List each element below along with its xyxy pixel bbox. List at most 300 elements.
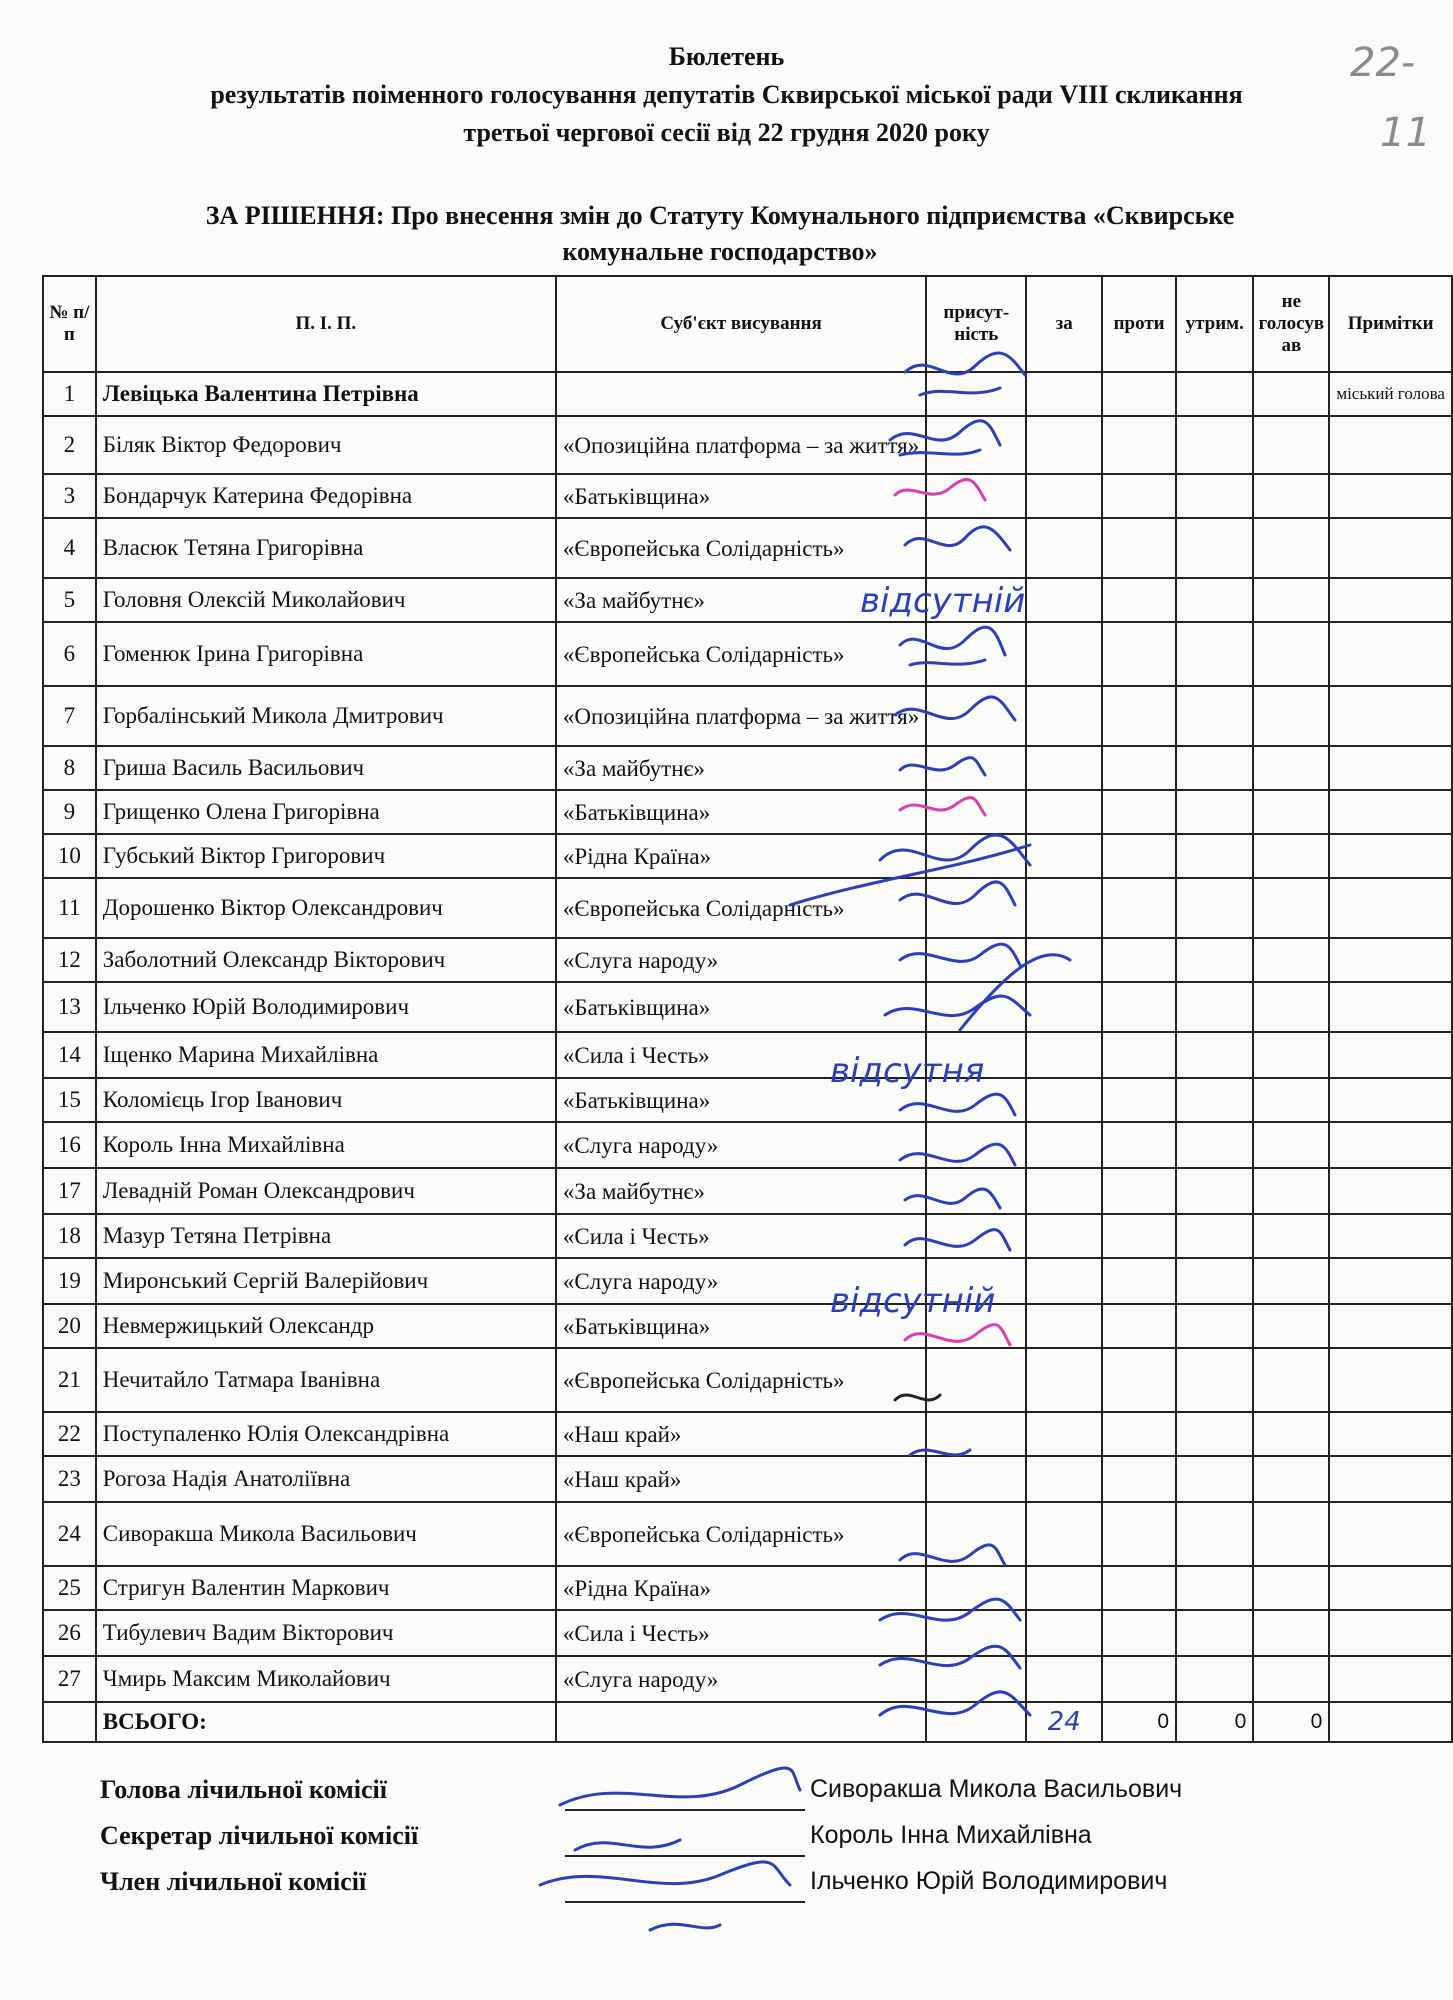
vote-for-cell [1026,578,1102,622]
row-number: 8 [43,746,96,790]
notes-cell [1329,1304,1452,1348]
vote-against-cell [1102,834,1176,878]
vote-abstain-cell [1176,686,1253,746]
vote-novote-cell [1253,1032,1329,1078]
row-number: 15 [43,1078,96,1122]
notes-cell [1329,1566,1452,1610]
vote-for-cell [1026,1078,1102,1122]
header-title: Бюлетень [668,42,785,71]
total-novote: 0 [1253,1702,1329,1742]
decision-line-2: комунальне господарство» [562,237,878,266]
table-row [43,1412,1452,1456]
table-row [43,1656,1452,1702]
nominating-party: «Рідна Країна» [556,834,926,878]
commission-head-row [100,1775,1300,1815]
document-header [0,38,1453,152]
deputy-name: Іщенко Марина Михайлівна [96,1032,556,1078]
nominating-party [556,372,926,416]
nominating-party: «Сила і Честь» [556,1610,926,1656]
row-number: 26 [43,1610,96,1656]
row-number: 1 [43,372,96,416]
vote-against-cell [1102,790,1176,834]
nominating-party: «Наш край» [556,1412,926,1456]
vote-against-cell [1102,878,1176,938]
row-number: 4 [43,518,96,578]
vote-abstain-cell [1176,1032,1253,1078]
table-row [43,878,1452,938]
signature-line [565,1809,805,1811]
table-row [43,1610,1452,1656]
present-cell [926,1456,1026,1502]
total-num-cell [43,1702,96,1742]
vote-novote-cell [1253,578,1329,622]
notes-cell: міський голова [1329,372,1452,416]
row-number: 27 [43,1656,96,1702]
nominating-party: «За майбутнє» [556,578,926,622]
deputy-name: Сиворакша Микола Васильович [96,1502,556,1566]
present-cell [926,982,1026,1032]
margin-note-bottom: 11 [1380,110,1431,156]
vote-novote-cell [1253,1304,1329,1348]
col-present-header: присут-ність [926,276,1026,372]
vote-novote-cell [1253,1078,1329,1122]
col-against-header: проти [1102,276,1176,372]
table-row [43,1566,1452,1610]
deputy-name: Коломієць Ігор Іванович [96,1078,556,1122]
commission-head-name: Сиворакша Микола Васильович [810,1775,1183,1803]
table-row [43,416,1452,474]
table-row [43,474,1452,518]
table-row [43,686,1452,746]
row-number: 10 [43,834,96,878]
vote-against-cell [1102,686,1176,746]
total-abstain: 0 [1176,1702,1253,1742]
deputy-name: Чмирь Максим Миколайович [96,1656,556,1702]
table-row [43,578,1452,622]
vote-against-cell [1102,622,1176,686]
vote-novote-cell [1253,1456,1329,1502]
table-row [43,1304,1452,1348]
notes-cell [1329,518,1452,578]
vote-for-cell [1026,1656,1102,1702]
vote-novote-cell [1253,790,1329,834]
vote-abstain-cell [1176,1122,1253,1168]
present-cell [926,1168,1026,1214]
nominating-party: «Слуга народу» [556,1258,926,1304]
nominating-party: «Рідна Країна» [556,1566,926,1610]
nominating-party: «Сила і Честь» [556,1032,926,1078]
deputy-name: Гоменюк Ірина Григорівна [96,622,556,686]
nominating-party: «Європейська Солідарність» [556,878,926,938]
table-row [43,1122,1452,1168]
vote-novote-cell [1253,1168,1329,1214]
notes-cell [1329,1502,1452,1566]
notes-cell [1329,686,1452,746]
table-row [43,1348,1452,1412]
row-number: 22 [43,1412,96,1456]
table-row [43,622,1452,686]
vote-novote-cell [1253,1566,1329,1610]
col-num-header: № п/п [43,276,96,372]
table-row [43,746,1452,790]
vote-abstain-cell [1176,416,1253,474]
vote-against-cell [1102,416,1176,474]
vote-novote-cell [1253,622,1329,686]
vote-for-cell [1026,1502,1102,1566]
present-cell [926,834,1026,878]
vote-novote-cell [1253,1656,1329,1702]
vote-against-cell [1102,746,1176,790]
table-row [43,1168,1452,1214]
vote-against-cell [1102,1656,1176,1702]
vote-for-cell [1026,938,1102,982]
vote-abstain-cell [1176,1078,1253,1122]
signature-line [565,1855,805,1857]
notes-cell [1329,1656,1452,1702]
row-number: 20 [43,1304,96,1348]
deputy-name: Невмержицький Олександр [96,1304,556,1348]
nominating-party: «Слуга народу» [556,1122,926,1168]
header-session: третьої чергової сесії від 22 грудня 2020 року [463,118,990,147]
row-number: 24 [43,1502,96,1566]
present-cell [926,1214,1026,1258]
vote-abstain-cell [1176,1258,1253,1304]
vote-against-cell [1102,1032,1176,1078]
total-notes-cell [1329,1702,1452,1742]
total-party-cell [556,1702,926,1742]
table-row [43,1214,1452,1258]
vote-abstain-cell [1176,982,1253,1032]
vote-for-cell [1026,1168,1102,1214]
present-cell [926,878,1026,938]
notes-cell [1329,1412,1452,1456]
present-cell [926,1412,1026,1456]
nominating-party: «Наш край» [556,1456,926,1502]
vote-against-cell [1102,518,1176,578]
deputy-name: Головня Олексій Миколайович [96,578,556,622]
row-number: 12 [43,938,96,982]
vote-against-cell [1102,1258,1176,1304]
nominating-party: «Батьківщина» [556,790,926,834]
vote-abstain-cell [1176,518,1253,578]
nominating-party: «За майбутнє» [556,746,926,790]
deputy-name: Ільченко Юрій Володимирович [96,982,556,1032]
vote-against-cell [1102,1412,1176,1456]
handwritten-absent-note: відсутня [830,1051,985,1091]
present-cell [926,416,1026,474]
row-number: 9 [43,790,96,834]
vote-for-cell [1026,1304,1102,1348]
vote-for-cell [1026,1348,1102,1412]
vote-novote-cell [1253,372,1329,416]
total-present-cell [926,1702,1026,1742]
deputy-name: Левадній Роман Олександрович [96,1168,556,1214]
notes-cell [1329,790,1452,834]
notes-cell [1329,1610,1452,1656]
nominating-party: «Опозиційна платформа – за життя» [556,416,926,474]
vote-for-cell [1026,834,1102,878]
vote-against-cell [1102,1304,1176,1348]
deputy-name: Заболотний Олександр Вікторович [96,938,556,982]
present-cell [926,1656,1026,1702]
present-cell [926,1258,1026,1304]
table-row [43,1032,1452,1078]
vote-novote-cell [1253,1412,1329,1456]
deputy-name: Мазур Тетяна Петрівна [96,1214,556,1258]
row-number: 5 [43,578,96,622]
deputy-name: Дорошенко Віктор Олександрович [96,878,556,938]
vote-abstain-cell [1176,746,1253,790]
nominating-party: «Європейська Солідарність» [556,1502,926,1566]
vote-for-cell [1026,1122,1102,1168]
vote-against-cell [1102,578,1176,622]
vote-abstain-cell [1176,938,1253,982]
vote-abstain-cell [1176,372,1253,416]
header-subtitle: результатів поіменного голосування депутатів Сквирської міської ради VIII скликання [210,80,1243,109]
vote-novote-cell [1253,746,1329,790]
present-cell [926,1348,1026,1412]
table-row [43,790,1452,834]
deputy-name: Губський Віктор Григорович [96,834,556,878]
vote-abstain-cell [1176,1502,1253,1566]
handwritten-absent-note: відсутній [830,1281,996,1321]
vote-against-cell [1102,938,1176,982]
vote-table [42,275,1453,1743]
commission-secretary-name: Король Інна Михайлівна [810,1821,1092,1849]
vote-for-cell [1026,746,1102,790]
vote-against-cell [1102,372,1176,416]
vote-against-cell [1102,982,1176,1032]
present-cell [926,518,1026,578]
deputy-name: Власюк Тетяна Григорівна [96,518,556,578]
vote-against-cell [1102,1610,1176,1656]
vote-abstain-cell [1176,1610,1253,1656]
notes-cell [1329,1032,1452,1078]
notes-cell [1329,622,1452,686]
vote-for-cell [1026,416,1102,474]
total-row [43,1702,1452,1742]
margin-note-top: 22- [1350,40,1416,86]
present-cell [926,938,1026,982]
nominating-party: «Слуга народу» [556,1656,926,1702]
deputy-name: Стригун Валентин Маркович [96,1566,556,1610]
present-cell [926,1502,1026,1566]
vote-for-cell [1026,1214,1102,1258]
vote-abstain-cell [1176,622,1253,686]
present-cell [926,578,1026,622]
deputy-name: Нечитайло Татмара Іванівна [96,1348,556,1412]
row-number: 23 [43,1456,96,1502]
vote-novote-cell [1253,1122,1329,1168]
vote-novote-cell [1253,982,1329,1032]
vote-novote-cell [1253,1348,1329,1412]
decision-title [70,198,1370,270]
deputy-name: Грищенко Олена Григорівна [96,790,556,834]
deputy-name: Гриша Василь Васильович [96,746,556,790]
deputy-name: Миронський Сергій Валерійович [96,1258,556,1304]
col-party-header: Суб'єкт висування [556,276,926,372]
notes-cell [1329,1456,1452,1502]
row-number: 14 [43,1032,96,1078]
nominating-party: «За майбутнє» [556,1168,926,1214]
row-number: 16 [43,1122,96,1168]
vote-for-cell [1026,474,1102,518]
vote-against-cell [1102,1078,1176,1122]
vote-abstain-cell [1176,474,1253,518]
vote-novote-cell [1253,686,1329,746]
present-cell [926,1610,1026,1656]
vote-abstain-cell [1176,834,1253,878]
vote-against-cell [1102,1566,1176,1610]
vote-abstain-cell [1176,1656,1253,1702]
nominating-party: «Європейська Солідарність» [556,622,926,686]
deputy-name: Біляк Віктор Федорович [96,416,556,474]
table-row [43,1078,1452,1122]
deputy-name: Поступаленко Юлія Олександрівна [96,1412,556,1456]
col-notes-header: Примітки [1329,276,1452,372]
row-number: 25 [43,1566,96,1610]
vote-for-cell [1026,518,1102,578]
notes-cell [1329,578,1452,622]
vote-against-cell [1102,1168,1176,1214]
deputy-name: Горбалінський Микола Дмитрович [96,686,556,746]
nominating-party: «Батьківщина» [556,1078,926,1122]
notes-cell [1329,982,1452,1032]
vote-for-cell [1026,1456,1102,1502]
present-cell [926,686,1026,746]
vote-for-cell [1026,878,1102,938]
handwritten-absent-note: відсутній [860,581,1026,621]
row-number: 6 [43,622,96,686]
signature-line [565,1901,805,1903]
nominating-party: «Батьківщина» [556,474,926,518]
notes-cell [1329,878,1452,938]
vote-against-cell [1102,474,1176,518]
total-against: 0 [1102,1702,1176,1742]
present-cell [926,1032,1026,1078]
vote-for-cell [1026,372,1102,416]
vote-against-cell [1102,1122,1176,1168]
nominating-party: «Європейська Солідарність» [556,518,926,578]
table-row [43,1456,1452,1502]
vote-for-cell [1026,1412,1102,1456]
row-number: 21 [43,1348,96,1412]
vote-novote-cell [1253,834,1329,878]
present-cell [926,1304,1026,1348]
vote-abstain-cell [1176,1348,1253,1412]
notes-cell [1329,834,1452,878]
row-number: 17 [43,1168,96,1214]
deputy-name: Тибулевич Вадим Вікторович [96,1610,556,1656]
nominating-party: «Слуга народу» [556,938,926,982]
vote-for-cell [1026,1258,1102,1304]
table-row [43,1502,1452,1566]
deputy-name: Король Інна Михайлівна [96,1122,556,1168]
row-number: 2 [43,416,96,474]
vote-abstain-cell [1176,1214,1253,1258]
col-novote-header: не голосув ав [1253,276,1329,372]
present-cell [926,372,1026,416]
vote-abstain-cell [1176,1304,1253,1348]
deputy-name: Левіцька Валентина Петрівна [96,372,556,416]
vote-against-cell [1102,1214,1176,1258]
vote-abstain-cell [1176,1168,1253,1214]
row-number: 11 [43,878,96,938]
vote-against-cell [1102,1502,1176,1566]
present-cell [926,790,1026,834]
notes-cell [1329,746,1452,790]
notes-cell [1329,938,1452,982]
vote-novote-cell [1253,518,1329,578]
vote-against-cell [1102,1456,1176,1502]
commission-head-role: Голова лічильної комісії [100,1775,387,1804]
deputy-name: Бондарчук Катерина Федорівна [96,474,556,518]
col-abstain-header: утрим. [1176,276,1253,372]
vote-novote-cell [1253,1214,1329,1258]
present-cell [926,746,1026,790]
row-number: 13 [43,982,96,1032]
vote-for-cell [1026,1032,1102,1078]
table-header-row [43,276,1452,372]
vote-abstain-cell [1176,1566,1253,1610]
present-cell [926,1566,1026,1610]
vote-for-cell [1026,686,1102,746]
table-row [43,982,1452,1032]
vote-for-cell [1026,790,1102,834]
notes-cell [1329,1214,1452,1258]
col-name-header: П. І. П. [96,276,556,372]
commission-member-name: Ільченко Юрій Володимирович [810,1867,1168,1895]
nominating-party: «Батьківщина» [556,982,926,1032]
notes-cell [1329,474,1452,518]
vote-for-cell [1026,1566,1102,1610]
commission-secretary-role: Секретар лічильної комісії [100,1821,419,1850]
vote-for-cell [1026,622,1102,686]
decision-line-1: ЗА РІШЕННЯ: Про внесення змін до Статуту Комунального підприємства «Сквирське [205,201,1235,230]
nominating-party: «Сила і Честь» [556,1214,926,1258]
notes-cell [1329,416,1452,474]
nominating-party: «Європейська Солідарність» [556,1348,926,1412]
present-cell [926,622,1026,686]
row-number: 3 [43,474,96,518]
notes-cell [1329,1122,1452,1168]
row-number: 19 [43,1258,96,1304]
vote-abstain-cell [1176,578,1253,622]
row-number: 18 [43,1214,96,1258]
present-cell [926,1078,1026,1122]
vote-novote-cell [1253,878,1329,938]
vote-abstain-cell [1176,790,1253,834]
present-cell [926,1122,1026,1168]
table-row [43,938,1452,982]
table-row [43,834,1452,878]
vote-novote-cell [1253,416,1329,474]
commission-member-row [100,1867,1300,1907]
table-row [43,1258,1452,1304]
vote-for-cell [1026,1610,1102,1656]
row-number: 7 [43,686,96,746]
col-for-header: за [1026,276,1102,372]
vote-abstain-cell [1176,1456,1253,1502]
vote-novote-cell [1253,474,1329,518]
notes-cell [1329,1168,1452,1214]
vote-novote-cell [1253,1258,1329,1304]
nominating-party: «Батьківщина» [556,1304,926,1348]
table-row [43,372,1452,416]
deputy-name: Рогоза Надія Анатоліївна [96,1456,556,1502]
commission-secretary-row [100,1821,1300,1861]
notes-cell [1329,1348,1452,1412]
